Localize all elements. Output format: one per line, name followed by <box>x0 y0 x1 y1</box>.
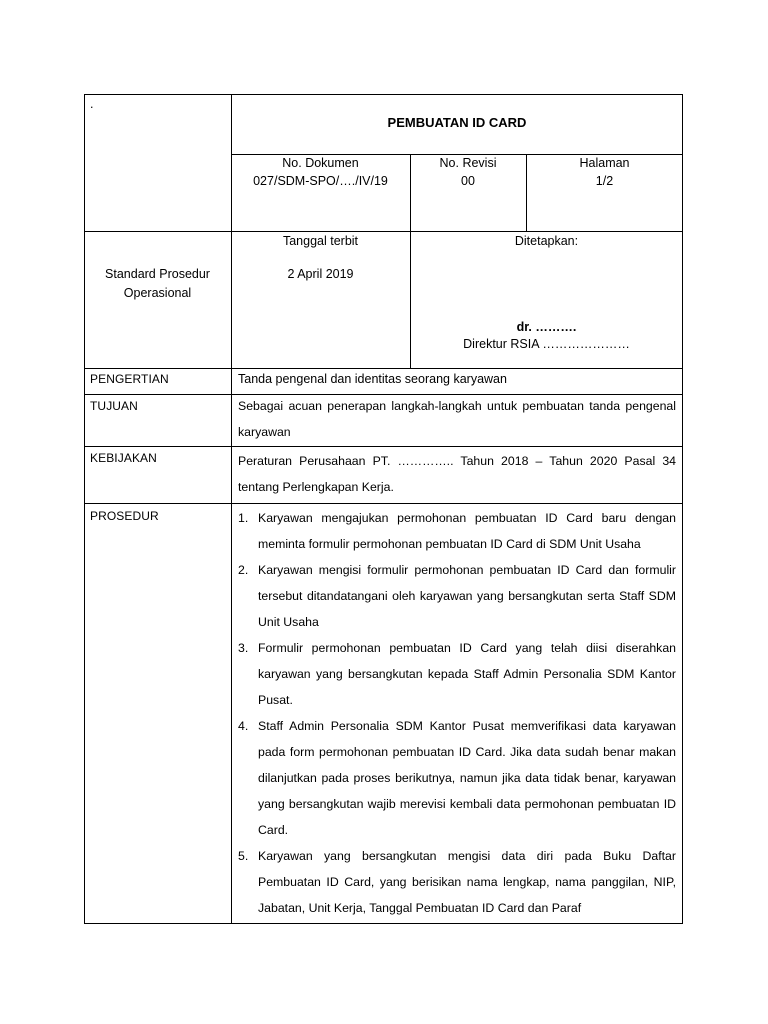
kebijakan-text: Peraturan Perusahaan PT. ………….. Tahun 2018 – Tahun 2020 Pasal 34 tentang Perlengkapan Kerja. <box>238 454 676 494</box>
list-item <box>238 713 676 843</box>
list-item-text: Staff Admin Personalia SDM Kantor Pusat memverifikasi data karyawan pada form permohonan pembuatan ID Card. Jika data sudah benar makan dilanjutkan pada proses berikutnya, namun jika data tidak benar, karyawan yang bersangkutan wajib merevisi kembali data permohonan pembuatan ID Card. <box>258 719 676 837</box>
pengertian-text: Tanda pengenal dan identitas seorang karyawan <box>238 372 507 386</box>
tanggal-terbit-value: 2 April 2019 <box>287 267 354 281</box>
spo-bottom-line <box>84 368 683 369</box>
signatory-name: dr. ………. <box>516 320 577 334</box>
list-item-number: 2. <box>238 563 249 577</box>
tujuan-bottom-line <box>84 446 683 447</box>
halaman-label: Halaman <box>579 156 630 170</box>
list-item-number: 5. <box>238 849 249 863</box>
list-item-number: 4. <box>238 719 249 733</box>
list-item-text: Karyawan mengisi formulir permohonan pembuatan ID Card dan formulir tersebut ditandatangani oleh karyawan yang bersangkutan serta Staff SDM Unit Usaha <box>258 563 676 629</box>
kebijakan-label: KEBIJAKAN <box>90 451 157 465</box>
list-item <box>238 557 676 635</box>
no-revisi-label: No. Revisi <box>439 156 497 170</box>
spo-label-line2: Operasional <box>123 286 192 300</box>
tujuan-text: Sebagai acuan penerapan langkah-langkah untuk pembuatan tanda pengenal karyawan <box>238 399 676 439</box>
spo-label-line1: Standard Prosedur <box>105 267 210 281</box>
list-item-number: 1. <box>238 511 249 525</box>
pengertian-label: PENGERTIAN <box>90 372 169 386</box>
prosedur-label: PROSEDUR <box>90 509 159 523</box>
list-item <box>238 635 676 713</box>
list-item <box>238 505 676 557</box>
header-dot: . <box>90 97 94 111</box>
no-revisi-value: 00 <box>461 174 475 188</box>
kebijakan-bottom-line <box>84 503 683 504</box>
no-dokumen-value: 027/SDM-SPO/…./IV/19 <box>253 174 388 188</box>
document-title: PEMBUATAN ID CARD <box>387 115 527 130</box>
column-divider <box>231 94 232 924</box>
list-item-number: 3. <box>238 641 249 655</box>
list-item-text: Formulir permohonan pembuatan ID Card yang telah diisi diserahkan karyawan yang bersangkutan kepada Staff Admin Personalia SDM Kantor Pusat. <box>258 641 676 707</box>
tujuan-label: TUJUAN <box>90 399 138 413</box>
list-item <box>238 843 676 921</box>
header-bottom-line <box>84 231 683 232</box>
ditetapkan-label: Ditetapkan: <box>514 234 579 248</box>
list-item-text: Karyawan mengajukan permohonan pembuatan ID Card baru dengan meminta formulir permohonan pembuatan ID Card di SDM Unit Usaha <box>258 511 676 551</box>
signatory-title: Direktur RSIA ………………… <box>463 337 630 351</box>
prosedur-list <box>238 505 676 921</box>
no-dokumen-label: No. Dokumen <box>282 156 359 170</box>
halaman-value: 1/2 <box>595 174 614 188</box>
list-item-text: Karyawan yang bersangkutan mengisi data diri pada Buku Daftar Pembuatan ID Card, yang berisikan nama lengkap, nama panggilan, NIP, Jabatan, Unit Kerja, Tanggal Pembuatan ID Card dan Paraf <box>258 849 676 915</box>
tanggal-terbit-label: Tanggal terbit <box>282 234 359 248</box>
